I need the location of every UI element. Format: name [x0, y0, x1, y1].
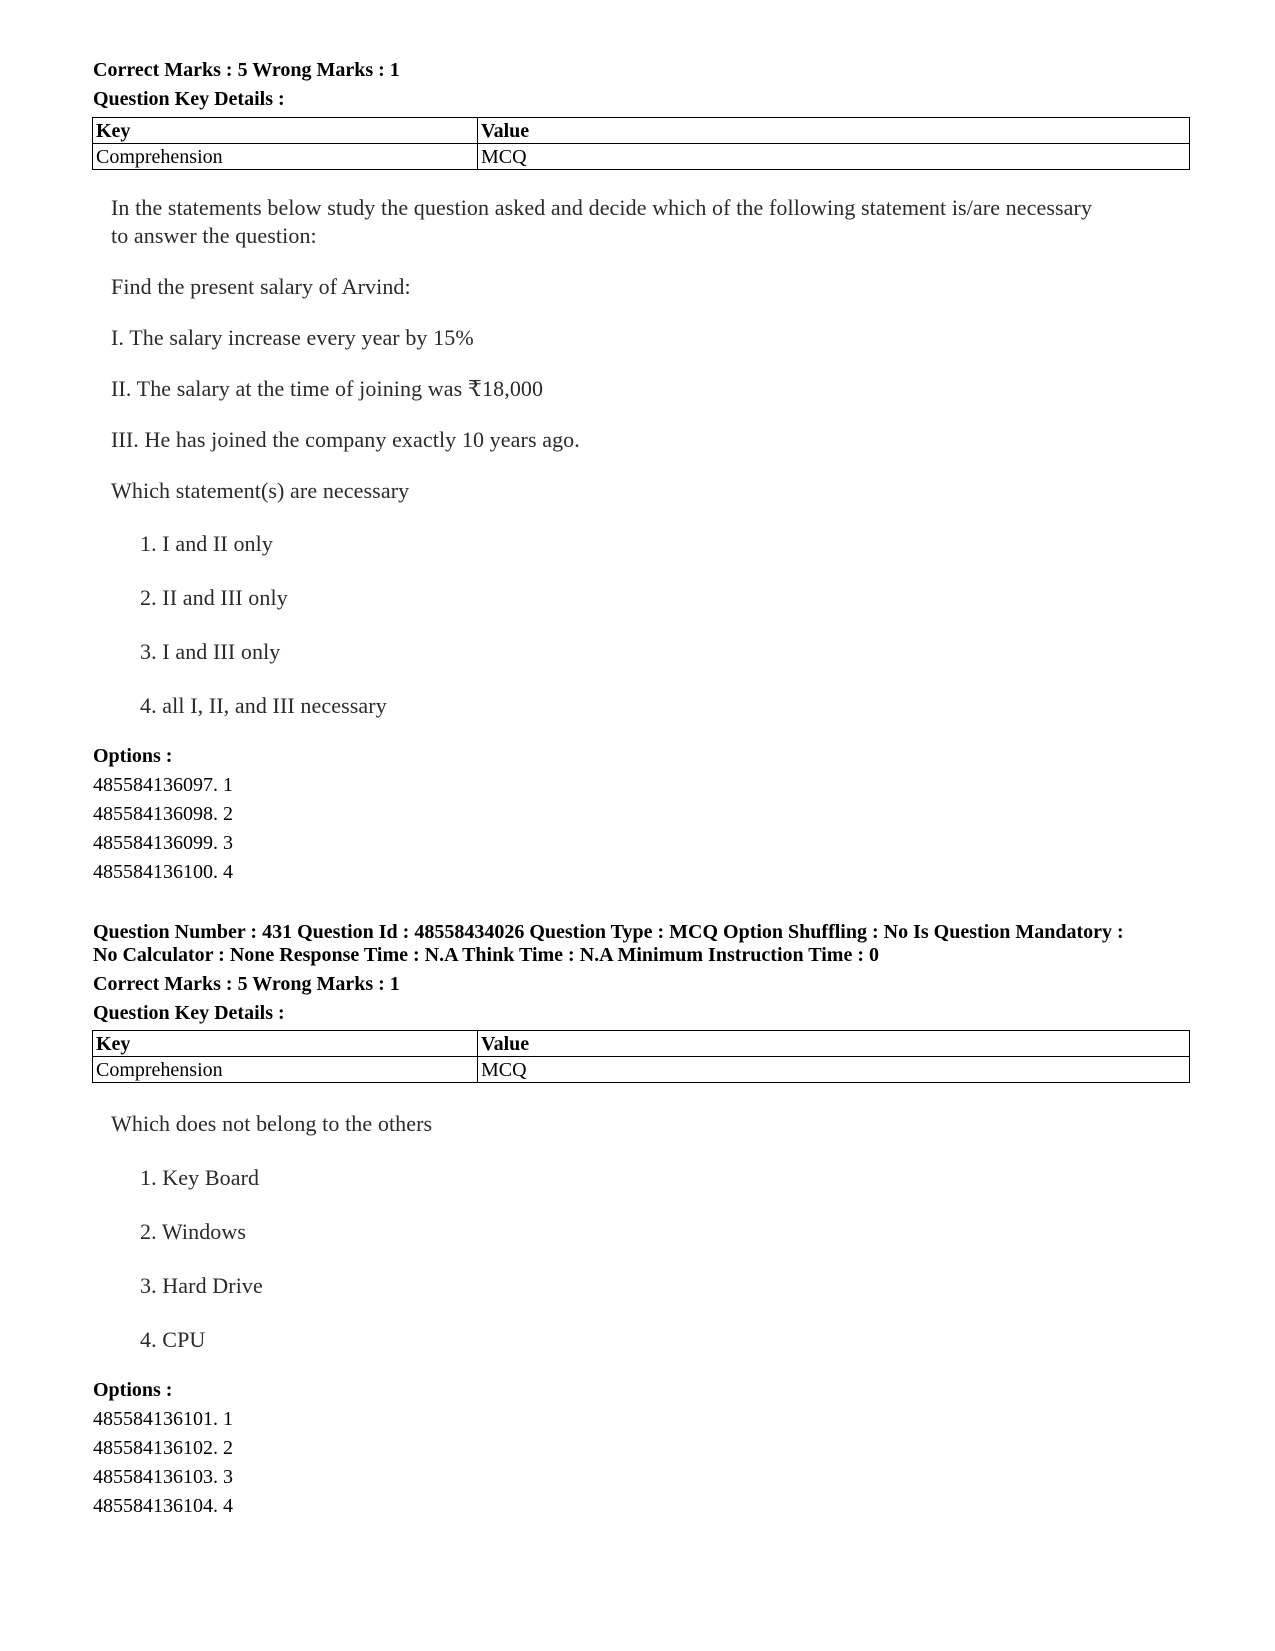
statement-2: II. The salary at the time of joining was ₹18,000: [111, 376, 544, 401]
choice-3: 3. I and III only: [140, 639, 281, 664]
option-row: 485584136097. 1: [93, 774, 233, 796]
choice-2: 2. II and III only: [140, 585, 288, 610]
options-label: Options :: [93, 745, 173, 767]
option-row: 485584136100. 4: [93, 861, 233, 883]
table-cell-key: Comprehension: [93, 1057, 478, 1083]
table-header-value: Value: [478, 1031, 1190, 1057]
table-row: [93, 1057, 1190, 1083]
option-row: 485584136102. 2: [93, 1437, 233, 1459]
table-cell-key: Comprehension: [93, 144, 478, 170]
question-intro-line2: to answer the question:: [111, 223, 317, 248]
table-header-value: Value: [478, 118, 1190, 144]
choice-4: 4. all I, II, and III necessary: [140, 693, 387, 718]
table-header-row: [93, 118, 1190, 144]
option-row: 485584136099. 3: [93, 832, 233, 854]
key-details-label: Question Key Details :: [93, 88, 285, 110]
question-prompt: Find the present salary of Arvind:: [111, 274, 411, 299]
question-meta-line1: Question Number : 431 Question Id : 48558434026 Question Type : MCQ Option Shuffling : No Is Question Mandatory :: [93, 921, 1124, 943]
choice-3: 3. Hard Drive: [140, 1273, 263, 1298]
choice-1: 1. Key Board: [140, 1165, 260, 1190]
key-details-table: [92, 117, 1190, 170]
table-cell-value: MCQ: [478, 144, 1190, 170]
question-ask: Which statement(s) are necessary: [111, 478, 410, 503]
key-details-table: [92, 1030, 1190, 1083]
question-intro-line1: In the statements below study the question asked and decide which of the following statement is/are necessary: [111, 195, 1093, 220]
option-row: 485584136103. 3: [93, 1466, 233, 1488]
statement-1: I. The salary increase every year by 15%: [111, 325, 474, 350]
table-header-key: Key: [93, 118, 478, 144]
choice-2: 2. Windows: [140, 1219, 247, 1244]
key-details-label: Question Key Details :: [93, 1002, 285, 1024]
option-row: 485584136098. 2: [93, 803, 233, 825]
option-row: 485584136104. 4: [93, 1495, 233, 1517]
choice-1: 1. I and II only: [140, 531, 273, 556]
option-row: 485584136101. 1: [93, 1408, 233, 1430]
choice-4: 4. CPU: [140, 1327, 206, 1352]
question-meta-line2: No Calculator : None Response Time : N.A Think Time : N.A Minimum Instruction Time : 0: [93, 944, 879, 966]
table-header-row: [93, 1031, 1190, 1057]
statement-3: III. He has joined the company exactly 10 years ago.: [111, 427, 580, 452]
marks-line: Correct Marks : 5 Wrong Marks : 1: [93, 59, 400, 81]
table-row: [93, 144, 1190, 170]
options-label: Options :: [93, 1379, 173, 1401]
table-header-key: Key: [93, 1031, 478, 1057]
marks-line: Correct Marks : 5 Wrong Marks : 1: [93, 973, 400, 995]
table-cell-value: MCQ: [478, 1057, 1190, 1083]
question-prompt: Which does not belong to the others: [111, 1111, 433, 1136]
